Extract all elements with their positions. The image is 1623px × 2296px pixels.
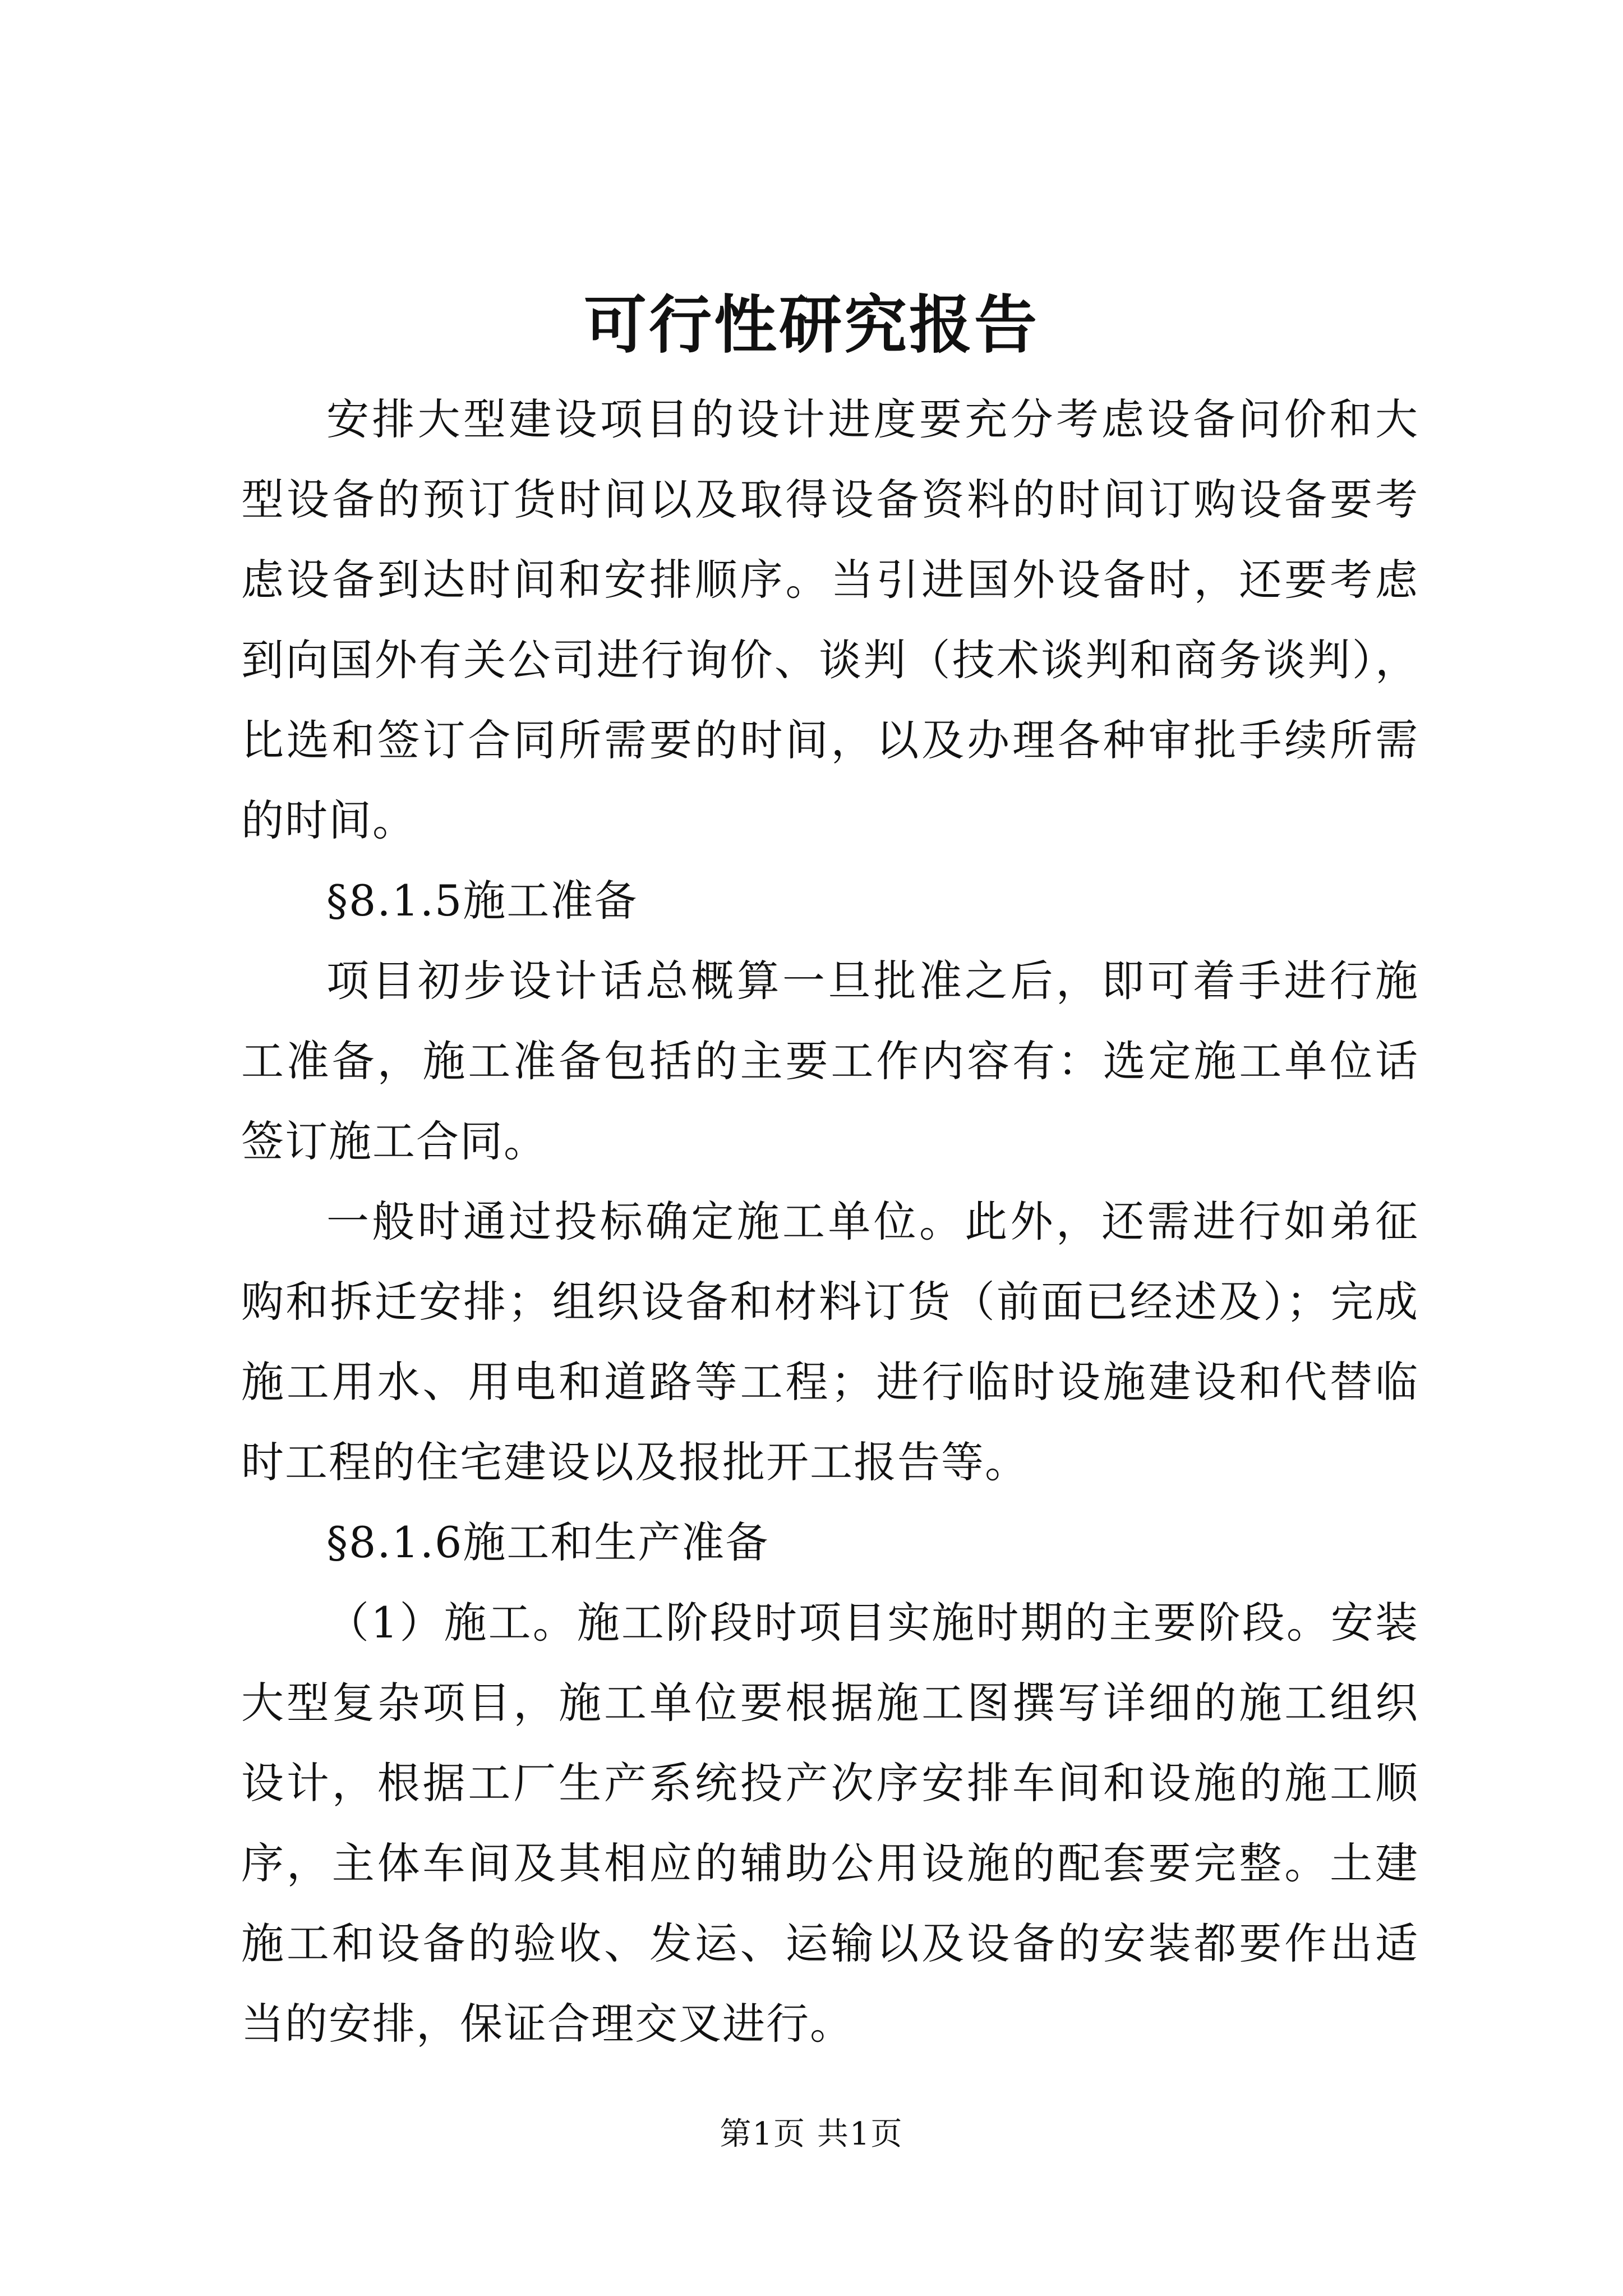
section-heading-8-1-5: §8.1.5施工准备 [326,876,638,926]
paragraph-construction-phase: （1）施工。施工阶段时项目实施时期的主要阶段。安装大型复杂项目，施工单位要根据施工图撰写详细的施工组织设计，根据工厂生产系统投产次序安排车间和设施的施工顺序，主体车间及其相应的辅助公用设施的配套要完整。土建施工和设备的验收、发运、运输以及设备的安装都要作出适当的安排，保证合理交叉进行。 [241,1598,1419,2049]
section-heading-8-1-6: §8.1.6施工和生产准备 [326,1517,769,1567]
document-title: 可行性研究报告 [584,288,1039,362]
page-footer: 第1页 共1页 [720,2116,903,2152]
paragraph-bidding: 一般时通过投标确定施工单位。此外，还需进行如弟征购和拆迁安排；组织设备和材料订货（前面已经述及）；完成施工用水、用电和道路等工程；进行临时设施建设和代替临时工程的住宅建设以及报批开工报告等。 [241,1197,1419,1487]
paragraph-equipment-schedule: 安排大型建设项目的设计进度要充分考虑设备问价和大型设备的预订货时间以及取得设备资料的时间订购设备要考虑设备到达时间和安排顺序。当引进国外设备时，还要考虑到向国外有关公司进行询价、谈判（技术谈判和商务谈判），比选和签订合同所需要的时间，以及办理各种审批手续所需的时间。 [241,394,1419,845]
document-body [241,379,1419,2064]
paragraph-construction-preparation: 项目初步设计话总概算一旦批准之后，即可着手进行施工准备，施工准备包括的主要工作内容有：选定施工单位话签订施工合同。 [241,956,1419,1166]
